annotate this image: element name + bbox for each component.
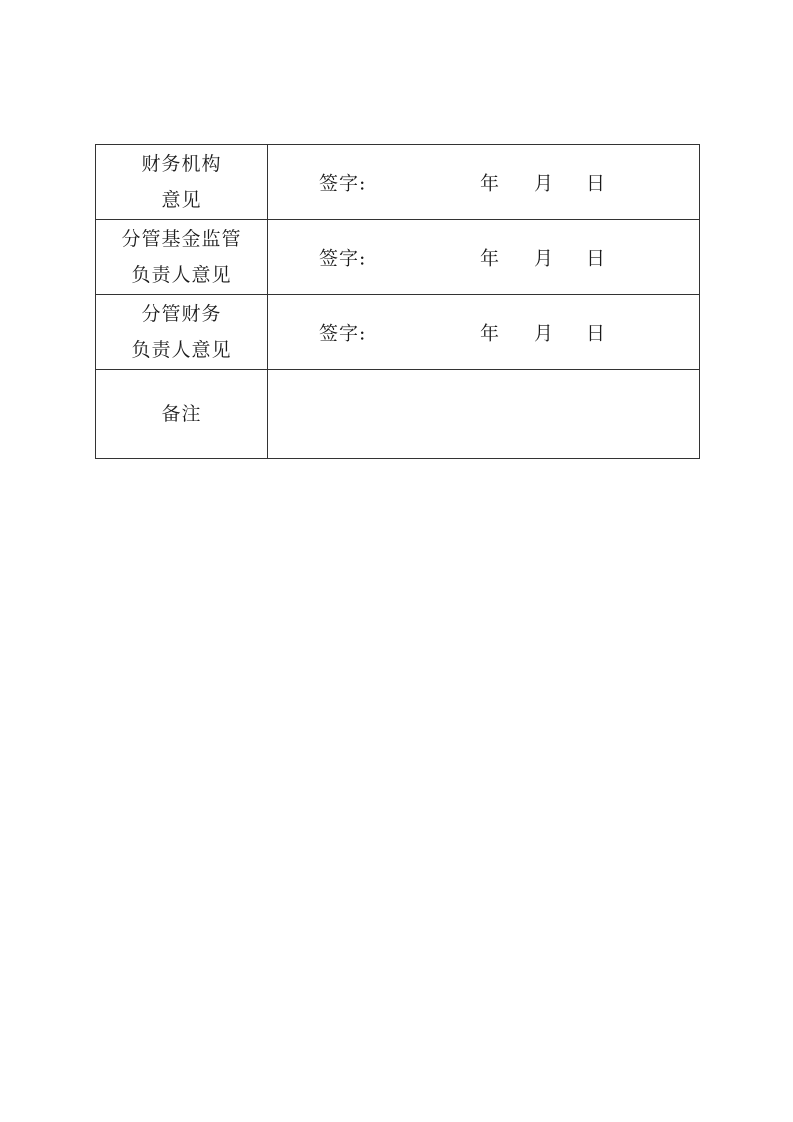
date-month-label: 月: [534, 322, 554, 345]
row-label-line: 分管财务: [141, 303, 222, 325]
date-month-label: 月: [534, 172, 554, 195]
remarks-content-cell[interactable]: [268, 370, 700, 459]
row-label-line: 负责人意见: [131, 264, 232, 286]
date-day-label: 日: [586, 247, 606, 270]
row-label-line: 负责人意见: [131, 339, 232, 361]
date-month-label: 月: [534, 247, 554, 270]
signature-label: 签字:: [319, 247, 367, 270]
date-day-label: 日: [586, 322, 606, 345]
approval-row-fund-supervision: [96, 220, 700, 295]
date-year-label: 年: [480, 172, 500, 195]
approval-row-finance-institution: [96, 145, 700, 220]
signature-cell[interactable]: [268, 145, 700, 220]
row-label-line: 意见: [161, 189, 202, 211]
date-year-label: 年: [480, 247, 500, 270]
row-label-cell: [96, 295, 268, 370]
approval-form-table: [95, 144, 700, 459]
remarks-label: 备注: [161, 403, 202, 425]
row-label-cell: [96, 220, 268, 295]
row-label-line: 财务机构: [141, 153, 222, 175]
date-day-label: 日: [586, 172, 606, 195]
remarks-row: [96, 370, 700, 459]
signature-cell[interactable]: [268, 295, 700, 370]
remarks-label-cell: [96, 370, 268, 459]
date-year-label: 年: [480, 322, 500, 345]
signature-label: 签字:: [319, 322, 367, 345]
approval-row-finance-head: [96, 295, 700, 370]
row-label-cell: [96, 145, 268, 220]
row-label-line: 分管基金监管: [121, 228, 242, 250]
signature-label: 签字:: [319, 172, 367, 195]
signature-cell[interactable]: [268, 220, 700, 295]
